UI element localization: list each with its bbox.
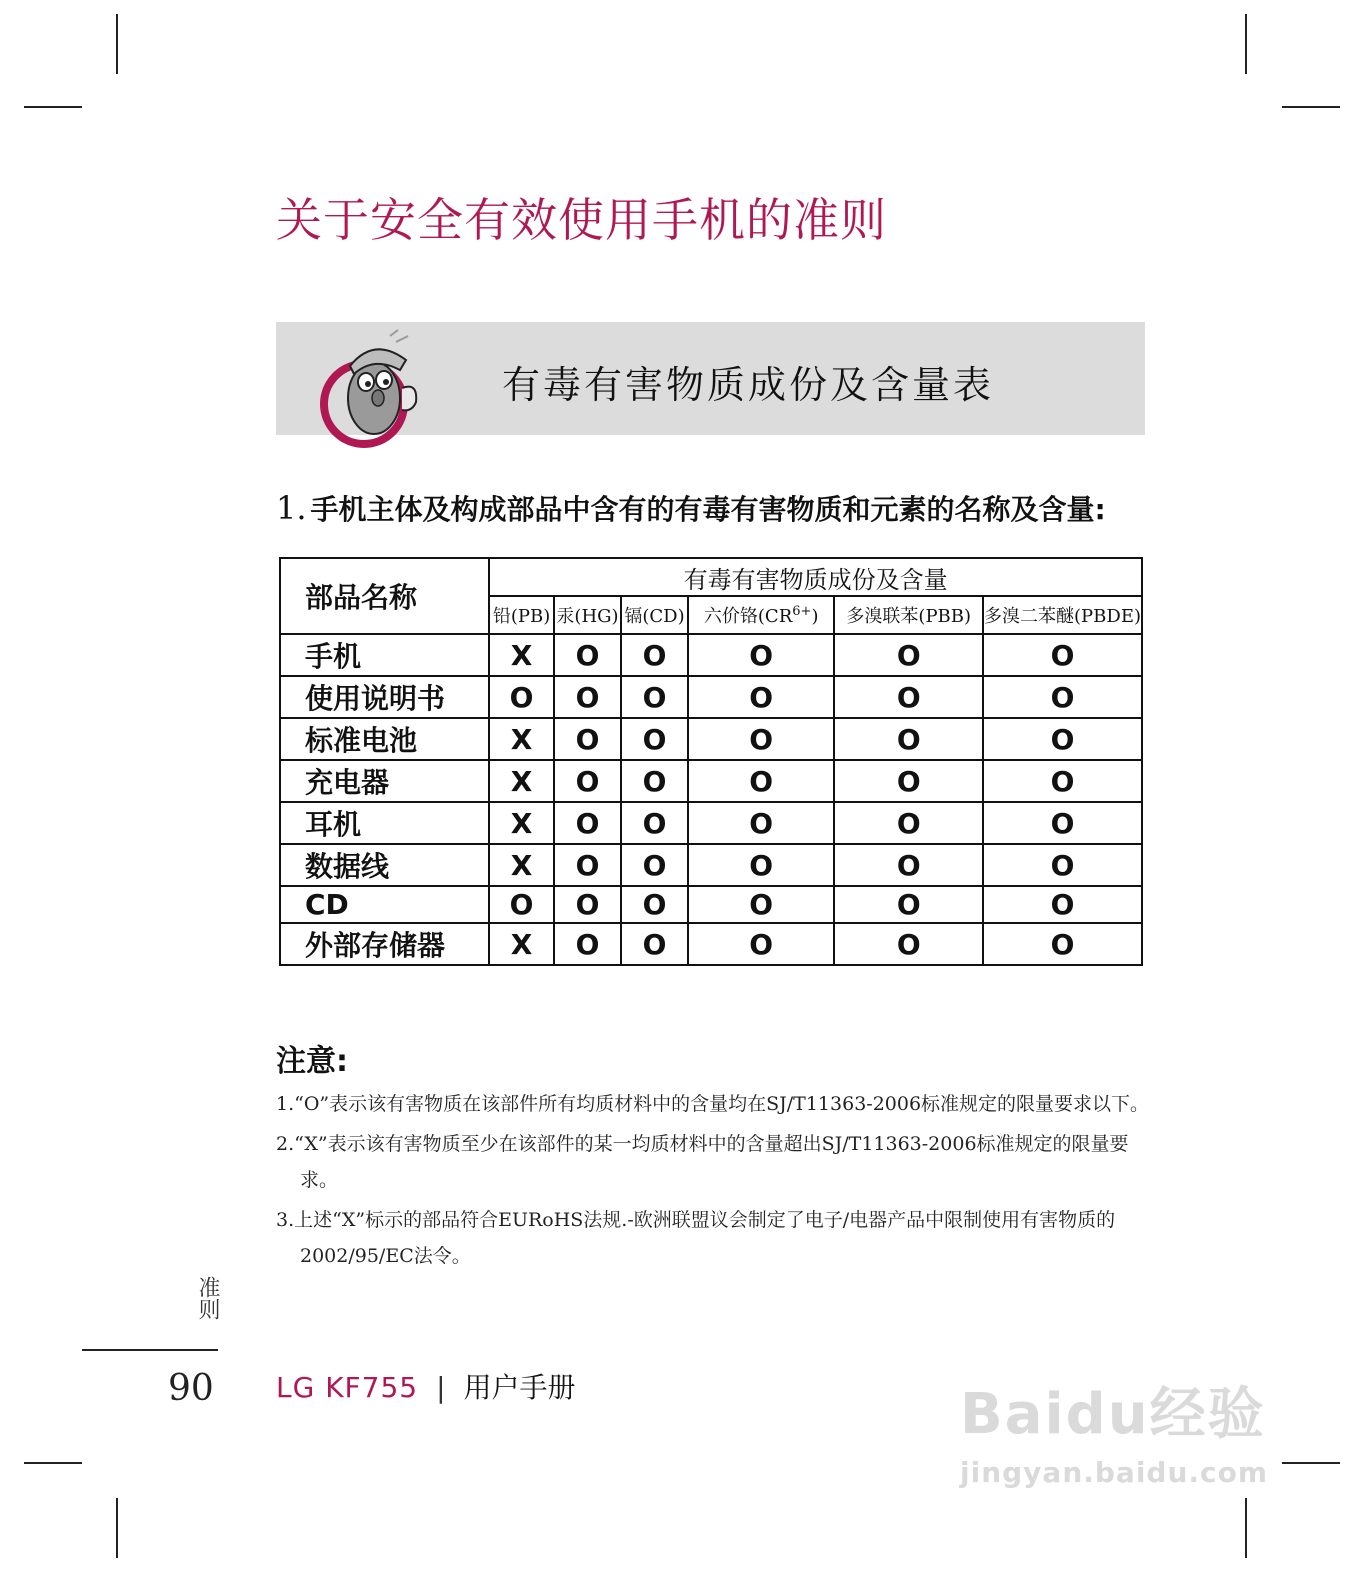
crop-mark: [1245, 14, 1247, 74]
section-heading: [276, 488, 1106, 528]
table-row: [280, 923, 1142, 965]
crop-mark: [116, 14, 118, 74]
table-cell: O: [834, 886, 983, 923]
table-cell: O: [983, 718, 1142, 760]
table-cell: X: [489, 760, 554, 802]
table-cell: O: [554, 634, 621, 676]
row-label: 数据线: [280, 844, 489, 886]
manual-label: 用户手册: [463, 1371, 576, 1404]
table-cell: O: [621, 760, 688, 802]
table-cell: O: [554, 923, 621, 965]
watermark: [960, 1370, 1268, 1489]
note-item: 1.“O”表示该有害物质在该部件所有均质材料中的含量均在SJ/T11363-2006标准规定的限量要求以下。: [276, 1093, 1150, 1115]
footer: [276, 1366, 576, 1406]
table-cell: O: [983, 676, 1142, 718]
table-cell: O: [983, 802, 1142, 844]
table-cell: O: [834, 923, 983, 965]
table-cell: O: [688, 634, 835, 676]
hazardous-substance-table: [279, 557, 1143, 966]
table-row: [280, 718, 1142, 760]
table-cell: O: [621, 718, 688, 760]
column-header-cr6: [688, 596, 835, 634]
table-cell: O: [489, 886, 554, 923]
note-item: 3.上述“X”标示的部品符合EURoHS法规.-欧洲联盟议会制定了电子/电器产品中限制使用有害物质的2002/95/EC法令。: [276, 1209, 1116, 1267]
table-cell: X: [489, 634, 554, 676]
table-cell: O: [688, 886, 835, 923]
side-section-label: 准则: [195, 1276, 220, 1320]
row-label: 充电器: [280, 760, 489, 802]
table-cell: O: [834, 634, 983, 676]
table-cell: O: [554, 718, 621, 760]
table-cell: O: [621, 802, 688, 844]
mascot-icon: [316, 326, 446, 450]
model-name: LG KF755: [276, 1371, 419, 1404]
row-label: 外部存储器: [280, 923, 489, 965]
table-cell: O: [834, 718, 983, 760]
notes-title: 注意:: [276, 1044, 348, 1079]
crop-mark: [1245, 1498, 1247, 1558]
table-row: [280, 802, 1142, 844]
divider: [82, 1349, 218, 1351]
row-label: 标准电池: [280, 718, 489, 760]
column-header: 汞(HG): [554, 596, 621, 634]
banner-title: 有毒有害物质成份及含量表: [502, 363, 995, 407]
table-cell: O: [554, 676, 621, 718]
notes-list: [276, 1086, 1156, 1278]
table-cell: O: [688, 802, 835, 844]
crop-mark: [24, 1462, 82, 1464]
table-cell: O: [834, 844, 983, 886]
column-header: 多溴联苯(PBB): [834, 596, 983, 634]
table-cell: O: [554, 844, 621, 886]
table-cell: X: [489, 844, 554, 886]
table-cell: O: [489, 676, 554, 718]
section-number: 1.: [276, 489, 307, 527]
table-cell: X: [489, 802, 554, 844]
table-row: [280, 676, 1142, 718]
row-label: 耳机: [280, 802, 489, 844]
substance-group-header: 有毒有害物质成份及含量: [489, 558, 1142, 596]
table-cell: O: [983, 844, 1142, 886]
table-cell: O: [621, 923, 688, 965]
page-number: 90: [168, 1368, 214, 1409]
table-row: [280, 760, 1142, 802]
crop-mark: [116, 1498, 118, 1558]
cr-suffix: ): [811, 606, 819, 627]
table-cell: O: [688, 760, 835, 802]
column-header: 铅(PB): [489, 596, 554, 634]
row-label: CD: [280, 886, 489, 923]
section-heading-text: 手机主体及构成部品中含有的有毒有害物质和元素的名称及含量:: [310, 493, 1106, 526]
table-cell: O: [834, 676, 983, 718]
table-cell: X: [489, 923, 554, 965]
table-row: [280, 886, 1142, 923]
table-cell: O: [834, 802, 983, 844]
page-title: 关于安全有效使用手机的准则: [276, 193, 887, 247]
table-cell: O: [621, 886, 688, 923]
crop-mark: [1282, 106, 1340, 108]
table-row: [280, 844, 1142, 886]
table-cell: O: [688, 923, 835, 965]
note-item: 2.“X”表示该有害物质至少在该部件的某一均质材料中的含量超出SJ/T11363-2006标准规定的限量要求。: [276, 1133, 1129, 1191]
crop-mark: [24, 106, 82, 108]
table-cell: O: [834, 760, 983, 802]
table-cell: X: [489, 718, 554, 760]
row-label: 使用说明书: [280, 676, 489, 718]
crop-mark: [1282, 1462, 1340, 1464]
table-cell: O: [554, 760, 621, 802]
table-cell: O: [983, 760, 1142, 802]
table-cell: O: [621, 676, 688, 718]
watermark-url: jingyan.baidu.com: [960, 1456, 1269, 1489]
table-row: [280, 634, 1142, 676]
part-name-header: 部品名称: [280, 558, 489, 634]
column-header: 多溴二苯醚(PBDE): [983, 596, 1142, 634]
table-cell: O: [688, 718, 835, 760]
footer-separator: |: [436, 1371, 446, 1404]
table-cell: O: [554, 886, 621, 923]
table-cell: O: [983, 923, 1142, 965]
column-header: 六价铬(CR: [703, 606, 793, 627]
watermark-logo: Baidu经验: [960, 1382, 1266, 1447]
table-cell: O: [621, 844, 688, 886]
column-header: 镉(CD): [621, 596, 688, 634]
table-cell: O: [621, 634, 688, 676]
table-cell: O: [688, 844, 835, 886]
table-cell: O: [688, 676, 835, 718]
cr-superscript: 6+: [792, 604, 812, 619]
table-cell: O: [554, 802, 621, 844]
table-cell: O: [983, 634, 1142, 676]
table-cell: O: [983, 886, 1142, 923]
section-banner: [276, 322, 1145, 435]
row-label: 手机: [280, 634, 489, 676]
